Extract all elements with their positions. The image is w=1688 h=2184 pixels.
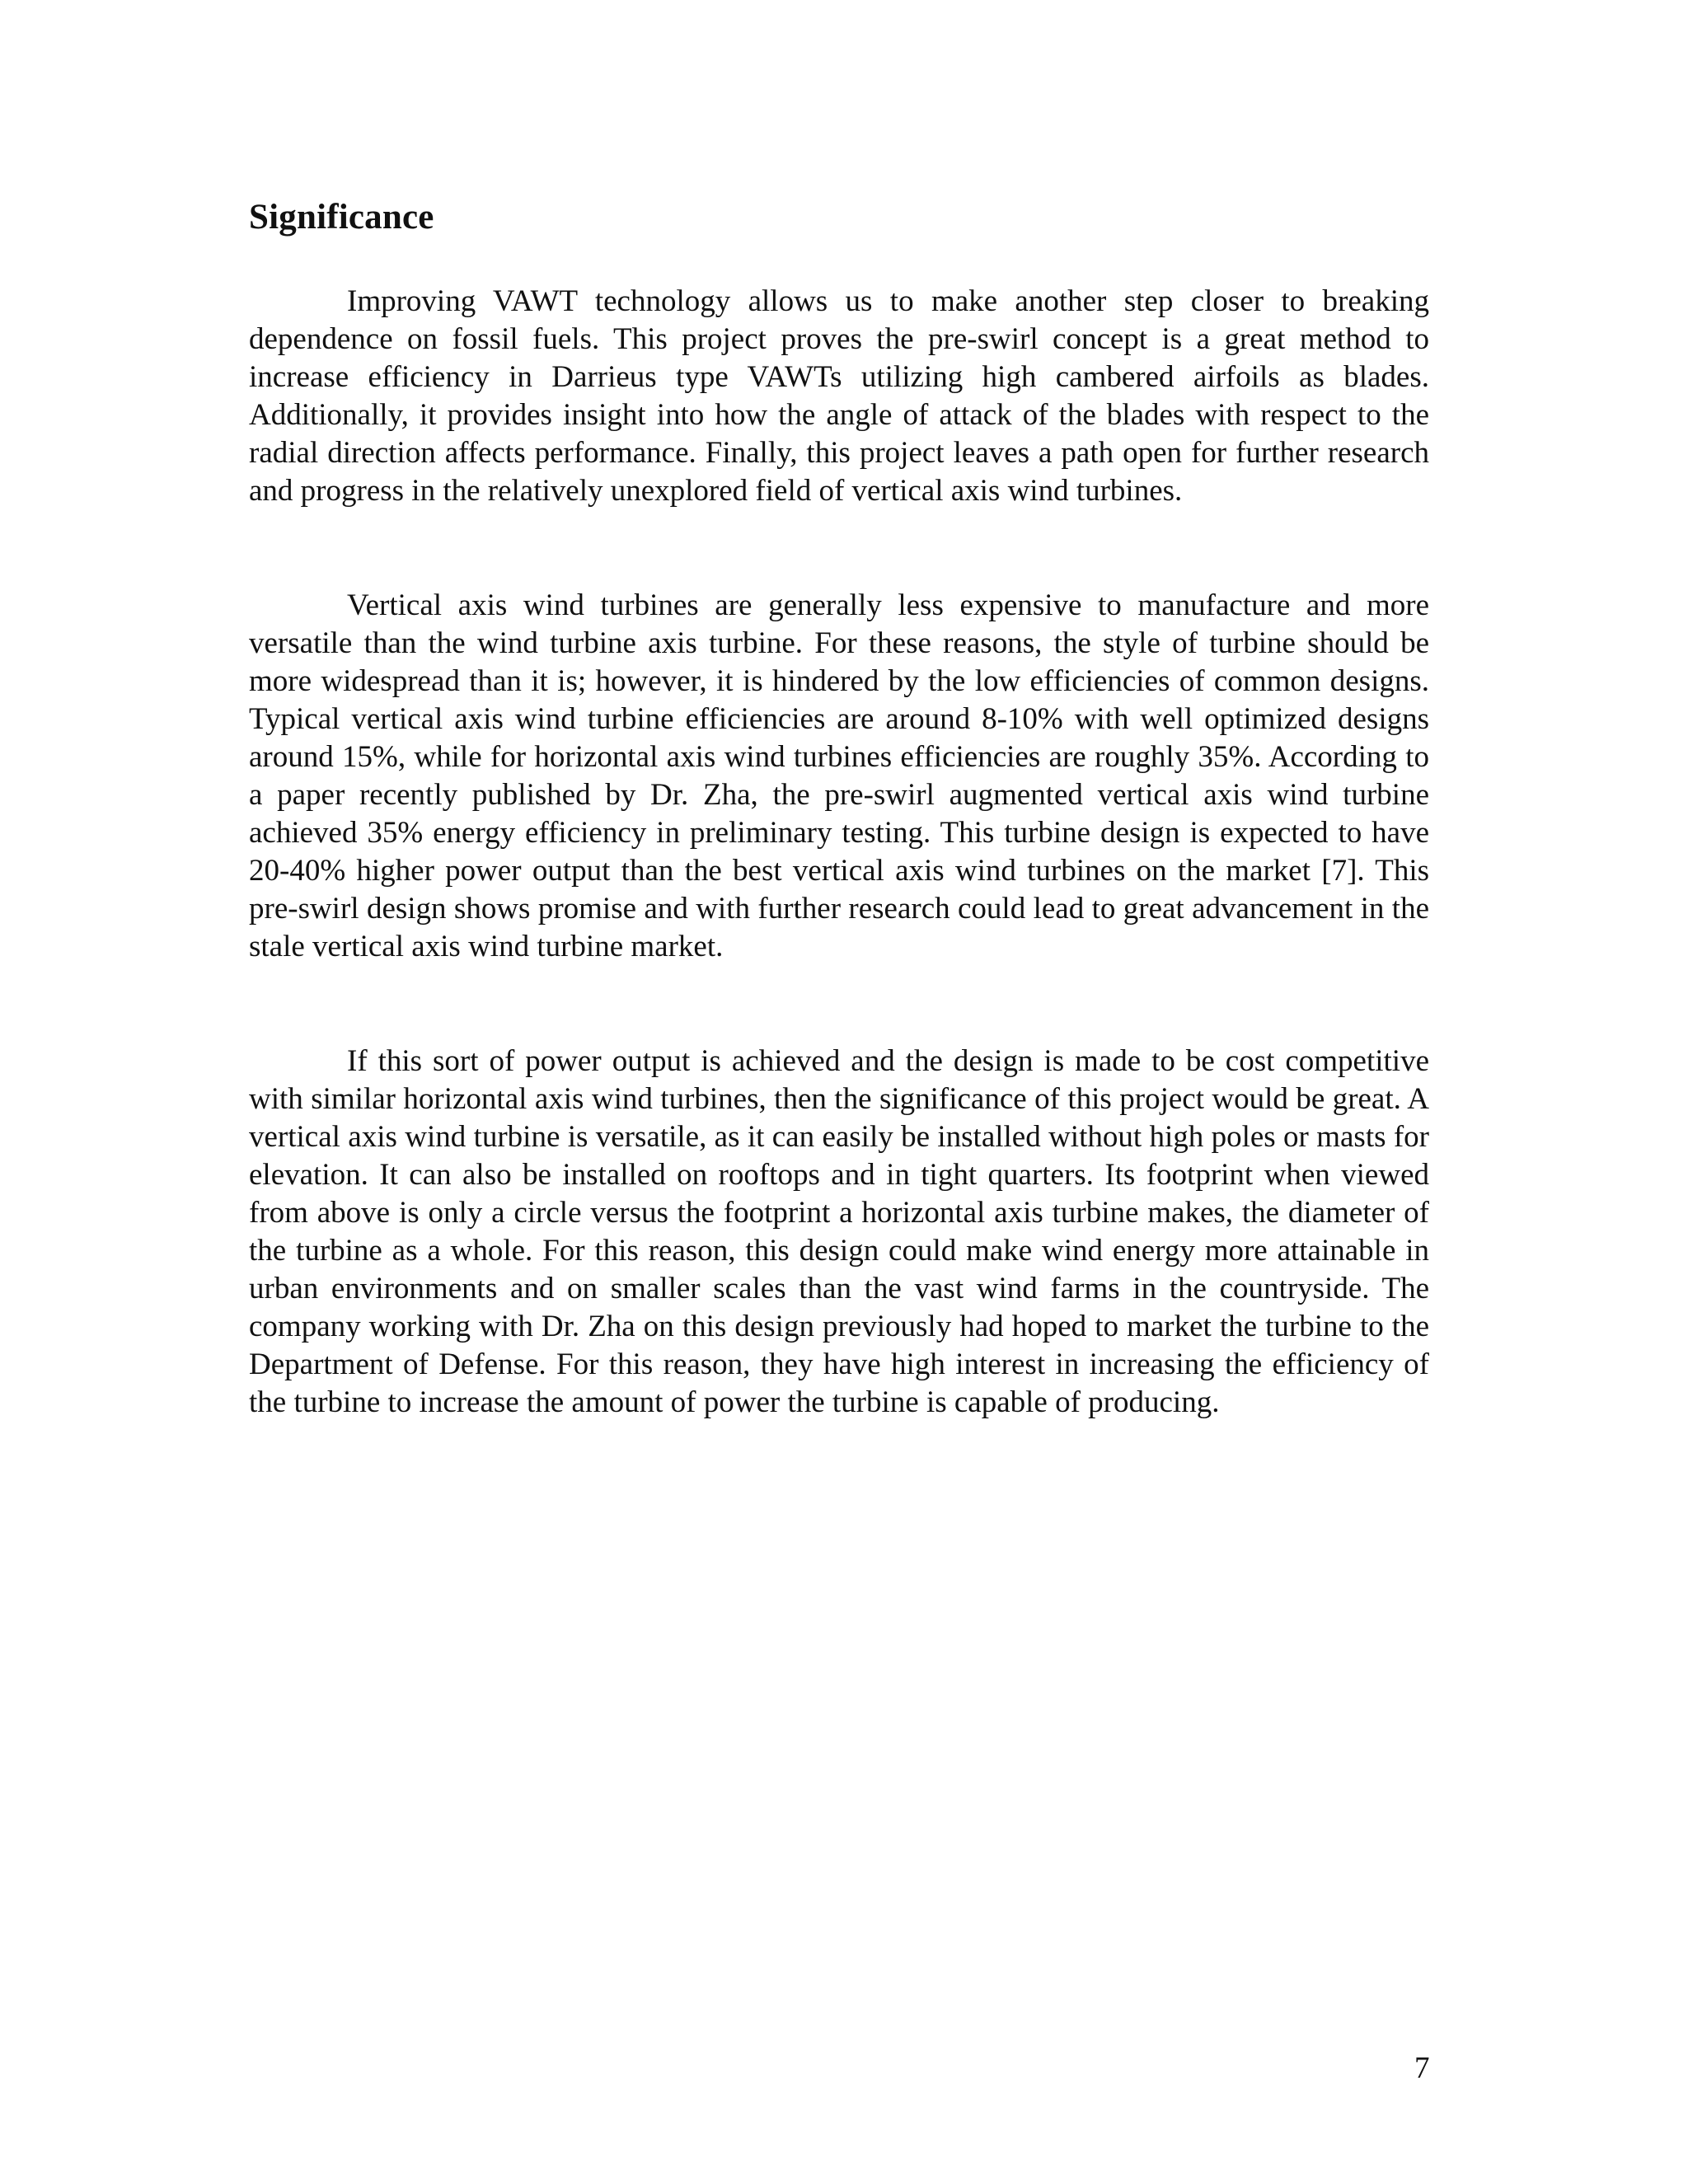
paragraph-3: If this sort of power output is achieved and the design is made to be cost competitive with similar horizontal axis wind turbines, then the significance of this project would be great. A vertical axis wind turbine is versatile, as it can easily be installed without high poles or masts for elevation. It can also be installed on rooftops and in tight quarters. Its footprint when viewed from above is only a circle versus the footprint a horizontal axis turbine makes, the diameter of the turbine as a whole. For this reason, this design could make wind energy more attainable in urban environments and on smaller scales than the vast wind farms in the countryside. The company working with Dr. Zha on this design previously had hoped to market the turbine to the Department of Defense. For this reason, they have high interest in increasing the efficiency of the turbine to increase the amount of power the turbine is capable of producing. xyxy=(249,1044,1429,1419)
paragraph-1: Improving VAWT technology allows us to make another step closer to breaking dependence on fossil fuels. This project proves the pre-swirl concept is a great method to increase efficiency in Darrieus type VAWTs utilizing high cambered airfoils as blades. Additionally, it provides insight into how the angle of attack of the blades with respect to the radial direction affects performance. Finally, this project leaves a path open for further research and progress in the relatively unexplored field of vertical axis wind turbines. xyxy=(249,284,1429,508)
page-number: 7 xyxy=(1414,2051,1430,2085)
section-heading: Significance xyxy=(249,198,434,237)
paragraph-2: Vertical axis wind turbines are generally less expensive to manufacture and more versatile than the wind turbine axis turbine. For these reasons, the style of turbine should be more widespread than it is; however, it is hindered by the low efficiencies of common designs. Typical vertical axis wind turbine efficiencies are around 8-10% with well optimized designs around 15%, while for horizontal axis wind turbines efficiencies are roughly 35%. According to a paper recently published by Dr. Zha, the pre-swirl augmented vertical axis wind turbine achieved 35% energy efficiency in preliminary testing. This turbine design is expected to have 20-40% higher power output than the best vertical axis wind turbines on the market [7]. This pre-swirl design shows promise and with further research could lead to great advancement in the stale vertical axis wind turbine market. xyxy=(249,588,1429,963)
